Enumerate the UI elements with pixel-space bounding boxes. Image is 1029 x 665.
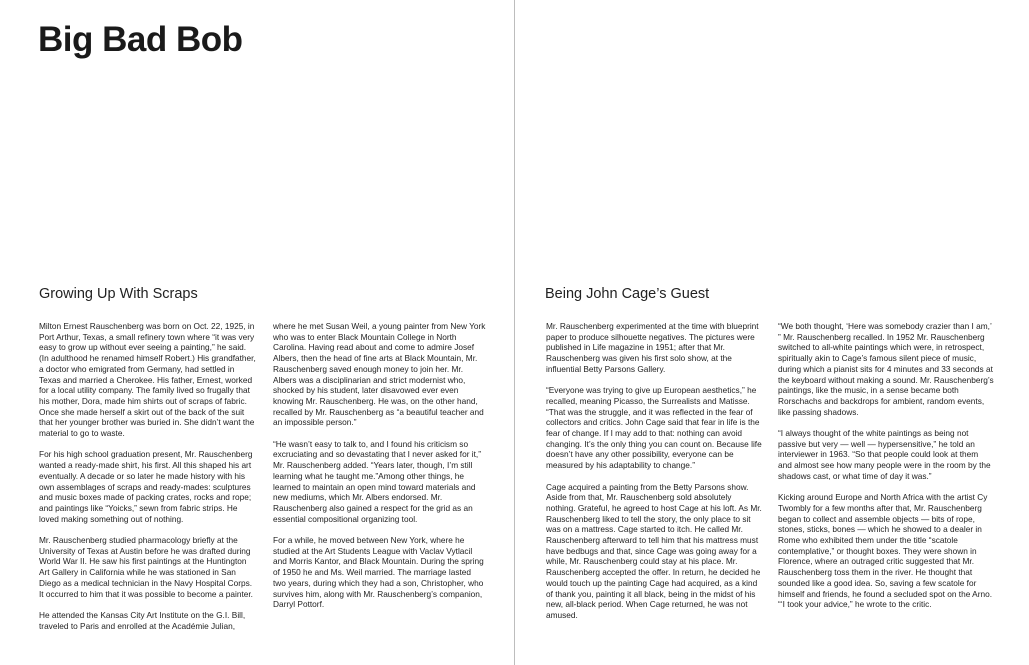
paragraph: Mr. Rauschenberg experimented at the time with blueprint paper to produce silhouette negatives. The pictures were published in Life magazine in 1951; after that Mr. Rauschenberg was given his first solo show, at the influential Betty Parsons Gallery. [546, 321, 759, 374]
section-heading-john-cage: Being John Cage’s Guest [545, 286, 710, 302]
paragraph: Cage acquired a painting from the Betty Parsons show. Aside from that, Mr. Rauschenberg sold absolutely nothing. Grateful, he agreed to host Cage at his loft. As Mr. Rauschenberg liked to tell the story, the only place to sit was on a mattress. Cage started to itch. He called Mr. Rauschenberg afterward to tell him that his mattress must have bedbugs and that, since Cage was going away for a while, Mr. Rauschenberg could stay at his place. Mr. Rauschenberg accepted the offer. In return, he decided he would touch up the painting Cage had acquired, as a kind of thank you, painting it all black, being in the midst of his new, all-black period. When Cage returned, he was not amused. [546, 481, 762, 620]
paragraph: “He wasn’t easy to talk to, and I found his criticism so excruciating and so devastating that I never asked for it,” Mr. Rauschenberg added. “Years later, though, I’m still learning what he taught me.”Among other things, he learned to maintain an open mind toward materials and new mediums, which Mr. Albers endorsed. Mr. Rauschenberg also gained a respect for the grid as an essential compositional organizing tool. [273, 438, 481, 524]
paragraph: For his high school graduation present, Mr. Rauschenberg wanted a ready-made shirt, his first. All this shaped his art eventually. A decade or so later he made history with his own assemblages of scraps and ready-mades: sculptures and music boxes made of packing crates, rocks and rope; and paintings like “Yoicks,” sewn from fabric strips. He loved making something out of nothing. [39, 449, 253, 524]
paragraph: “Everyone was trying to give up European aesthetics,” he recalled, meaning Picasso, the Surrealists and Matisse. “That was the struggle, and it was reflected in the fear of collectors and critics. John Cage said that fear in life is the fear of change. If I may add to that: nothing can avoid changing. It’s the only thing you can count on. Because life doesn’t have any other possibility, everyone can be measured by his adaptability to change.” [546, 385, 762, 471]
paragraph: For a while, he moved between New York, where he studied at the Art Students League with Vaclav Vytlacil and Morris Kantor, and Black Mountain. During the spring of 1950 he and Ms. Weil married. The marriage lasted two years, during which they had a son, Christopher, who survives him, along with Mr. Rauschenberg’s companion, Darryl Pottorf. [273, 535, 484, 610]
paragraph: “We both thought, ‘Here was somebody crazier than I am,’ ” Mr. Rauschenberg recalled. In 1952 Mr. Rauschenberg switched to all-white paintings which were, in retrospect, spiritually akin to Cage’s famous silent piece of music, during which a pianist sits for 4 minutes and 33 seconds at the keyboard without making a sound. Mr. Rauschenberg’s paintings, like the music, in a sense became both Rorschachs and backdrops for ambient, random events, like passing shadows. [778, 321, 994, 417]
paragraph: Mr. Rauschenberg studied pharmacology briefly at the University of Texas at Austin before he was drafted during World War II. He saw his first paintings at the Huntington Art Gallery in California while he was stationed in San Diego as a medical technician in the Navy Hospital Corps. It occurred to him that it was possible to become a painter. [39, 535, 253, 599]
paragraph: Kicking around Europe and North Africa with the artist Cy Twombly for a few months after that, Mr. Rauschenberg began to collect and assemble objects — bits of rope, stones, sticks, bones — which he showed to a dealer in Rome who exhibited them under the title “scatole contemplative,” or thought boxes. They were shown in Florence, where an outraged critic suggested that Mr. Rauschenberg toss them in the river. He thought that sounded like a good idea. So, saving a few scatole for himself and friends, he found a secluded spot on the Arno. “‘I took your advice,” he wrote to the critic. [778, 492, 993, 610]
page-title: Big Bad Bob [38, 20, 243, 59]
paragraph: Milton Ernest Rauschenberg was born on Oct. 22, 1925, in Port Arthur, Texas, a small refinery town where “it was very easy to grow up without ever seeing a painting,” he said. (In adulthood he renamed himself Robert.) His grandfather, a doctor who emigrated from Germany, had settled in Texas and married a Cherokee. His father, Ernest, worked for a local utility company. The family lived so frugally that his mother, Dora, made him shirts out of scraps of fabric. Once she made herself a skirt out of the back of the suit that her younger brother was buried in. She didn’t want the material to go to waste. [39, 321, 256, 439]
paragraph: He attended the Kansas City Art Institute on the G.I. Bill, traveled to Paris and enrolled at the Académie Julian, [39, 609, 246, 631]
paragraph: where he met Susan Weil, a young painter from New York who was to enter Black Mountain College in North Carolina. Having read about and come to admire Josef Albers, then the head of fine arts at Black Mountain, Mr. Rauschenberg saved enough money to join her. Mr. Albers was a disciplinarian and strict modernist who, shocked by his student, later disavowed ever even knowing Mr. Rauschenberg. He was, on the other hand, recalled by Mr. Rauschenberg as “a beautiful teacher and an impossible person.” [273, 321, 486, 428]
right-page-column-1 [546, 321, 762, 621]
left-page-column-1 [39, 321, 257, 631]
page-divider [514, 0, 515, 665]
section-heading-growing-up: Growing Up With Scraps [39, 286, 198, 302]
left-page-column-2 [273, 321, 486, 610]
paragraph: “I always thought of the white paintings as being not passive but very — well — hypersensitive,” he told an interviewer in 1963. “So that people could look at them and almost see how many people were in the room by the shadows cast, or what time of day it was.” [778, 428, 991, 481]
right-page-column-2 [778, 321, 994, 610]
